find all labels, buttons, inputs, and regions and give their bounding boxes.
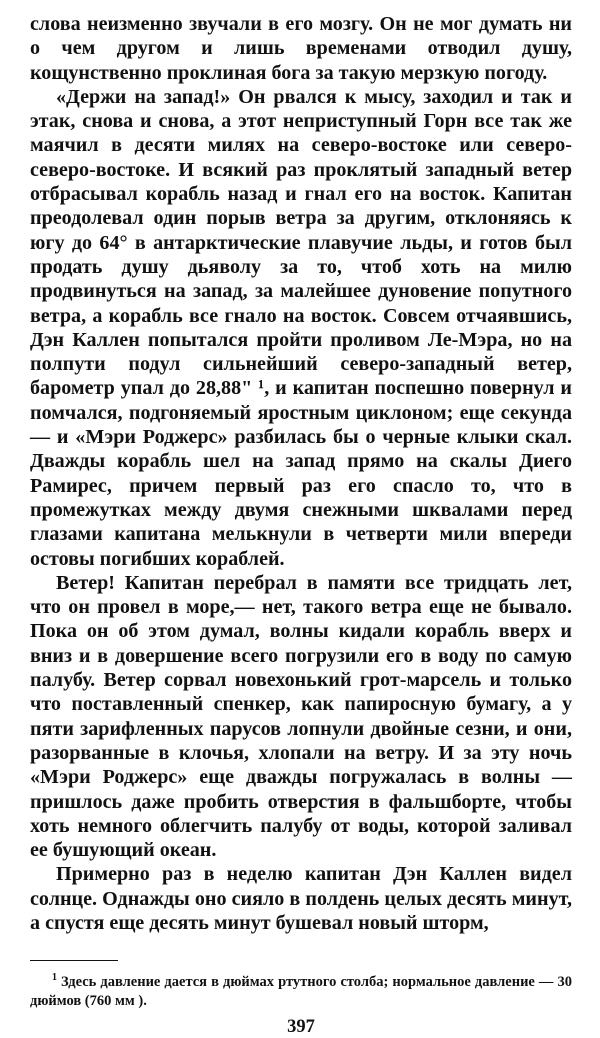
footnote [30, 968, 572, 1011]
paragraph-1: слова неизменно звучали в его мозгу. Он не мог думать ни о чем другом и лишь временами отводил душу, кощунственно проклиная бога за такую мерзкую погоду. [30, 13, 572, 84]
footnote-separator [30, 960, 118, 961]
paragraph-3: Ветер! Капитан перебрал в памяти все тридцать лет, что он провел в море,— нет, такого ветра еще не бывало. Пока он об этом думал, волны кидали корабль вверх и вниз и в довершение всего погрузили его в воду по самую палубу. Ветер сорвал новехонький грот-марсель и только что поставленный спенкер, как папиросную бумагу, а у пяти зарифленных парусов лопнули двойные сезни, и они, разорванные в клочья, хлопали на ветру. И за эту ночь «Мэри Роджерс» еще дважды погружалась в волны — пришлось даже пробить отверстия в фальшборте, чтобы хоть немного облегчить палубу от воды, которой заливал ее бушующий океан. [30, 571, 572, 862]
paragraph-2: «Держи на запад!» Он рвался к мысу, заходил и так и этак, снова и снова, а этот неприступный Горн все так же маячил в десяти милях на северо-востоке или северо-северо-востоке. И всякий раз проклятый западный ветер отбрасывал корабль назад и гнал его на восток. Капитан преодолевал один порыв ветра за другим, отклоняясь к югу до 64° в антарктические плавучие льды, и готов был продать душу дьяволу за то, чтоб хоть на милю продвинуться на запад, за малейшее дуновение попутного ветра, а корабль все гнало на восток. Совсем отчаявшись, Дэн Каллен попытался пройти проливом Ле-Мэра, но на полпути подул сильнейший северо-западный ветер, барометр упал до 28,88" ¹, и капитан поспешно повернул и помчался, подгоняемый яростным циклоном; еще секунда — и «Мэри Роджерс» разбилась бы о черные клыки скал. Дважды корабль шел на запад прямо на скалы Диего Рамирес, причем первый раз его спасло то, что в промежутках между двумя снежными шквалами перед глазами капитана мелькнули в четверти мили впереди остовы погибших кораблей. [30, 85, 572, 570]
page-number: 397 [287, 1017, 315, 1038]
footnote-mark: 1 [52, 972, 57, 984]
paragraph-4: Примерно раз в неделю капитан Дэн Каллен видел солнце. Однажды оно сияло в полдень целых десять минут, а спустя еще десять минут бушевал новый шторм, [30, 863, 572, 934]
footnote-text: Здесь давление дается в дюймах ртутного столба; нормальное давление — 30 дюймов (760 мм ). [30, 974, 572, 1010]
body-text [30, 12, 572, 935]
